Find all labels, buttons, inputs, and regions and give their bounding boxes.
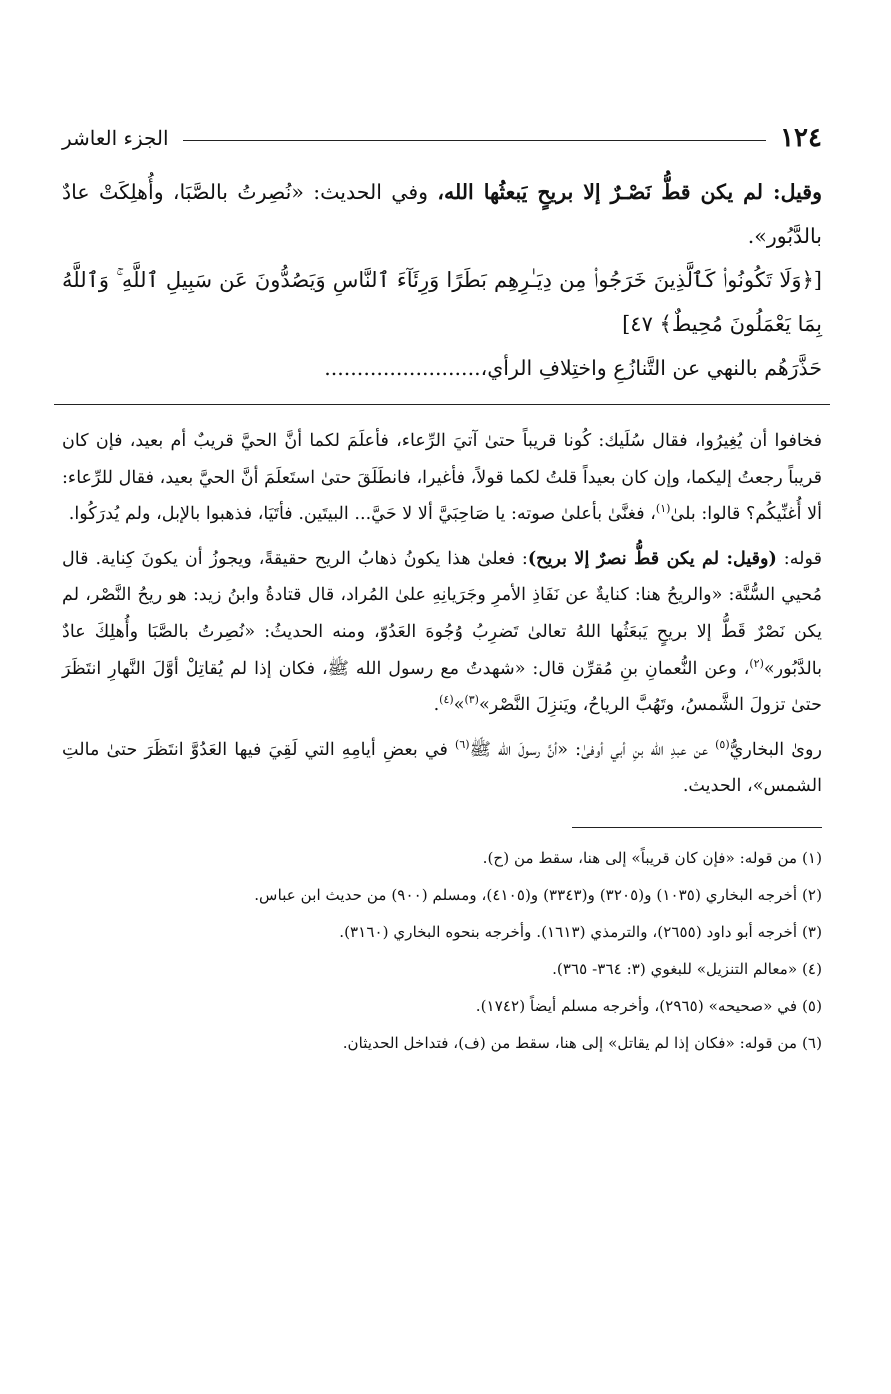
quoted-phrase: (وقيل: لم يكن قطُّ نصرٌ إلا بريح) bbox=[527, 547, 777, 569]
matn-text bbox=[62, 170, 822, 390]
footnote-6: (٦) من قوله: «فكان إذا لم يقاتل» إلى هنا، سقط من (ف)، فتداخل الحديثان. bbox=[342, 1033, 822, 1052]
section-separator bbox=[54, 404, 830, 405]
page-header bbox=[62, 118, 822, 158]
footnote-4: (٤) «معالم التنزيل» للبغوي (٣: ٣٦٤- ٣٦٥). bbox=[552, 959, 822, 978]
footnote-ref-6: (٦) bbox=[455, 737, 470, 751]
footnote-ref-5: (٥) bbox=[715, 737, 730, 751]
sharh-text-run: عن عبدِ الله بنِ أبي أوفىٰ: «أنَّ رسولَ الله ﷺ bbox=[469, 739, 716, 760]
page-number: ١٢٤ bbox=[780, 123, 822, 153]
header-rule bbox=[183, 140, 767, 141]
footnote-1: (١) من قوله: «فإن كان قريباً» إلى هنا، سقط من (ح). bbox=[482, 848, 822, 867]
matn-hadith: وفي الحديث: «نُصِرتُ بالصَّبَا، وأُهلِكَتْ عادٌ بالدَّبُور». bbox=[62, 180, 822, 248]
matn-paragraph bbox=[62, 170, 822, 258]
footnote-5: (٥) في «صحيحه» (٢٩٦٥)، وأخرجه مسلم أيضاً (١٧٤٢). bbox=[475, 996, 822, 1015]
dotted-leader: ........................ bbox=[324, 356, 481, 380]
sharh-paragraph-2 bbox=[62, 541, 822, 724]
sharh-paragraph-3 bbox=[62, 732, 822, 805]
footnote-rule bbox=[572, 827, 822, 828]
sharh-text-run: فخافوا أن يُغِيرُوا، فقال سُلَيك: كُونا قريباً حتىٰ آتيَ الرِّعاء، فأعلَمَ لكما أنَّ الحيَّ قريبٌ أم بعيد، فإن كان قريباً رجعتُ إليكما، وإن كان بعيداً قلتُ لكما قولاً، فأغيرا، فانطَلَقَ حتىٰ استَعلَمَ أنَّ الحيَّ بعيد، فقال للرِّعاء: ألا أُغنِّيكُم؟ قالوا: بلىٰ bbox=[62, 431, 822, 525]
sharh-paragraph-1 bbox=[62, 423, 822, 533]
footnote-2: (٢) أخرجه البخاري (١٠٣٥) و(٣٢٠٥) و(٣٣٤٣) و(٤١٠٥)، ومسلم (٩٠٠) من حديث ابن عباس. bbox=[254, 885, 822, 904]
sharh-text-run: رویٰ البخاريُّ bbox=[729, 739, 823, 760]
matn-commentary: حَذَّرَهُم بالنهي عن التَّنازُعِ واختِلافِ الرأي، bbox=[480, 356, 822, 380]
footnote-ref-4: (٤) bbox=[439, 693, 454, 707]
sharh-text bbox=[62, 423, 822, 805]
sharh-text-run: ، وعن النُّعمانِ بنِ مُقرِّن قال: «شهدتُ مع رسول الله ﷺ، فكان إذا لم يُقاتِلْ أوَّلَ النَّهارِ انتَظَرَ حتىٰ تزولَ الشَّمسُ، وتَهُبَّ الرياحُ، ويَنزِلَ النَّصْر» bbox=[62, 658, 822, 716]
part-title: الجزء العاشر bbox=[62, 126, 169, 150]
matn-last-line bbox=[62, 346, 822, 390]
sharh-text-run: في بعضِ أيامِهِ التي لَقِيَ فيها العَدُوَّ انتَظَرَ حتىٰ مالتِ الشمس»، الحديث. bbox=[62, 739, 822, 797]
footnote-ref-1: (١) bbox=[655, 502, 671, 516]
sharh-text-run: : فعلىٰ هذا يكونُ ذهابُ الريح حقيقةً، ويجوزُ أن يكونَ كِناية. قال مُحيي السُّنَّة: «والريحُ هنا: كنايةٌ عن نَفَاذِ الأمرِ وجَرَيانِهِ علىٰ المُراد، قال قتادةُ وابنُ زيد: هو ريحُ النَّصْر، لم يكن نَصْرٌ قَطُّ إلا بريحٍ يَبعَثُها اللهُ تعالىٰ تَضرِبُ وُجُوهَ العَدُوّ، ومنه الحديثُ: «نُصِرتُ بالصَّبَا وأُهلِكَ عادٌ بالدَّبُور» bbox=[62, 548, 823, 679]
sharh-text-run: قوله: bbox=[776, 548, 823, 569]
book-page bbox=[62, 118, 822, 1062]
quran-verse: [﴿وَلَا تَكُونُوا۟ كَٱلَّذِينَ خَرَجُوا۟ مِن دِيَـٰرِهِم بَطَرًا وَرِئَآءَ ٱلنَّاسِ وَيَصُدُّونَ عَن سَبِيلِ ٱللَّهِ ۚ وَٱللَّهُ بِمَا يَعْمَلُونَ مُحِيطٌ﴾ ٤٧] bbox=[62, 268, 822, 336]
sharh-text-run: » bbox=[453, 695, 465, 716]
footnote-ref-2: (٢) bbox=[749, 656, 764, 670]
footnote-ref-3: (٣) bbox=[464, 693, 479, 707]
sharh-text-run: . bbox=[433, 695, 440, 716]
footnote-3: (٣) أخرجه أبو داود (٢٦٥٥)، والترمذي (١٦١٣). وأخرجه بنحوه البخاري (٣١٦٠). bbox=[339, 922, 822, 941]
matn-lead: وقيل: لم يكن قطُّ نَصْـرٌ إلا بريحٍ يَبعثُها الله، bbox=[437, 180, 822, 204]
footnotes bbox=[62, 840, 822, 1062]
sharh-text-run: ، فغنَّىٰ بأعلىٰ صوته: يا صَاحِبَيَّ ألا لا حَيَّ... البيتَين. فأتَيَا، فذهبوا بالإبل، ولم يُدرَكُوا. bbox=[68, 504, 656, 525]
